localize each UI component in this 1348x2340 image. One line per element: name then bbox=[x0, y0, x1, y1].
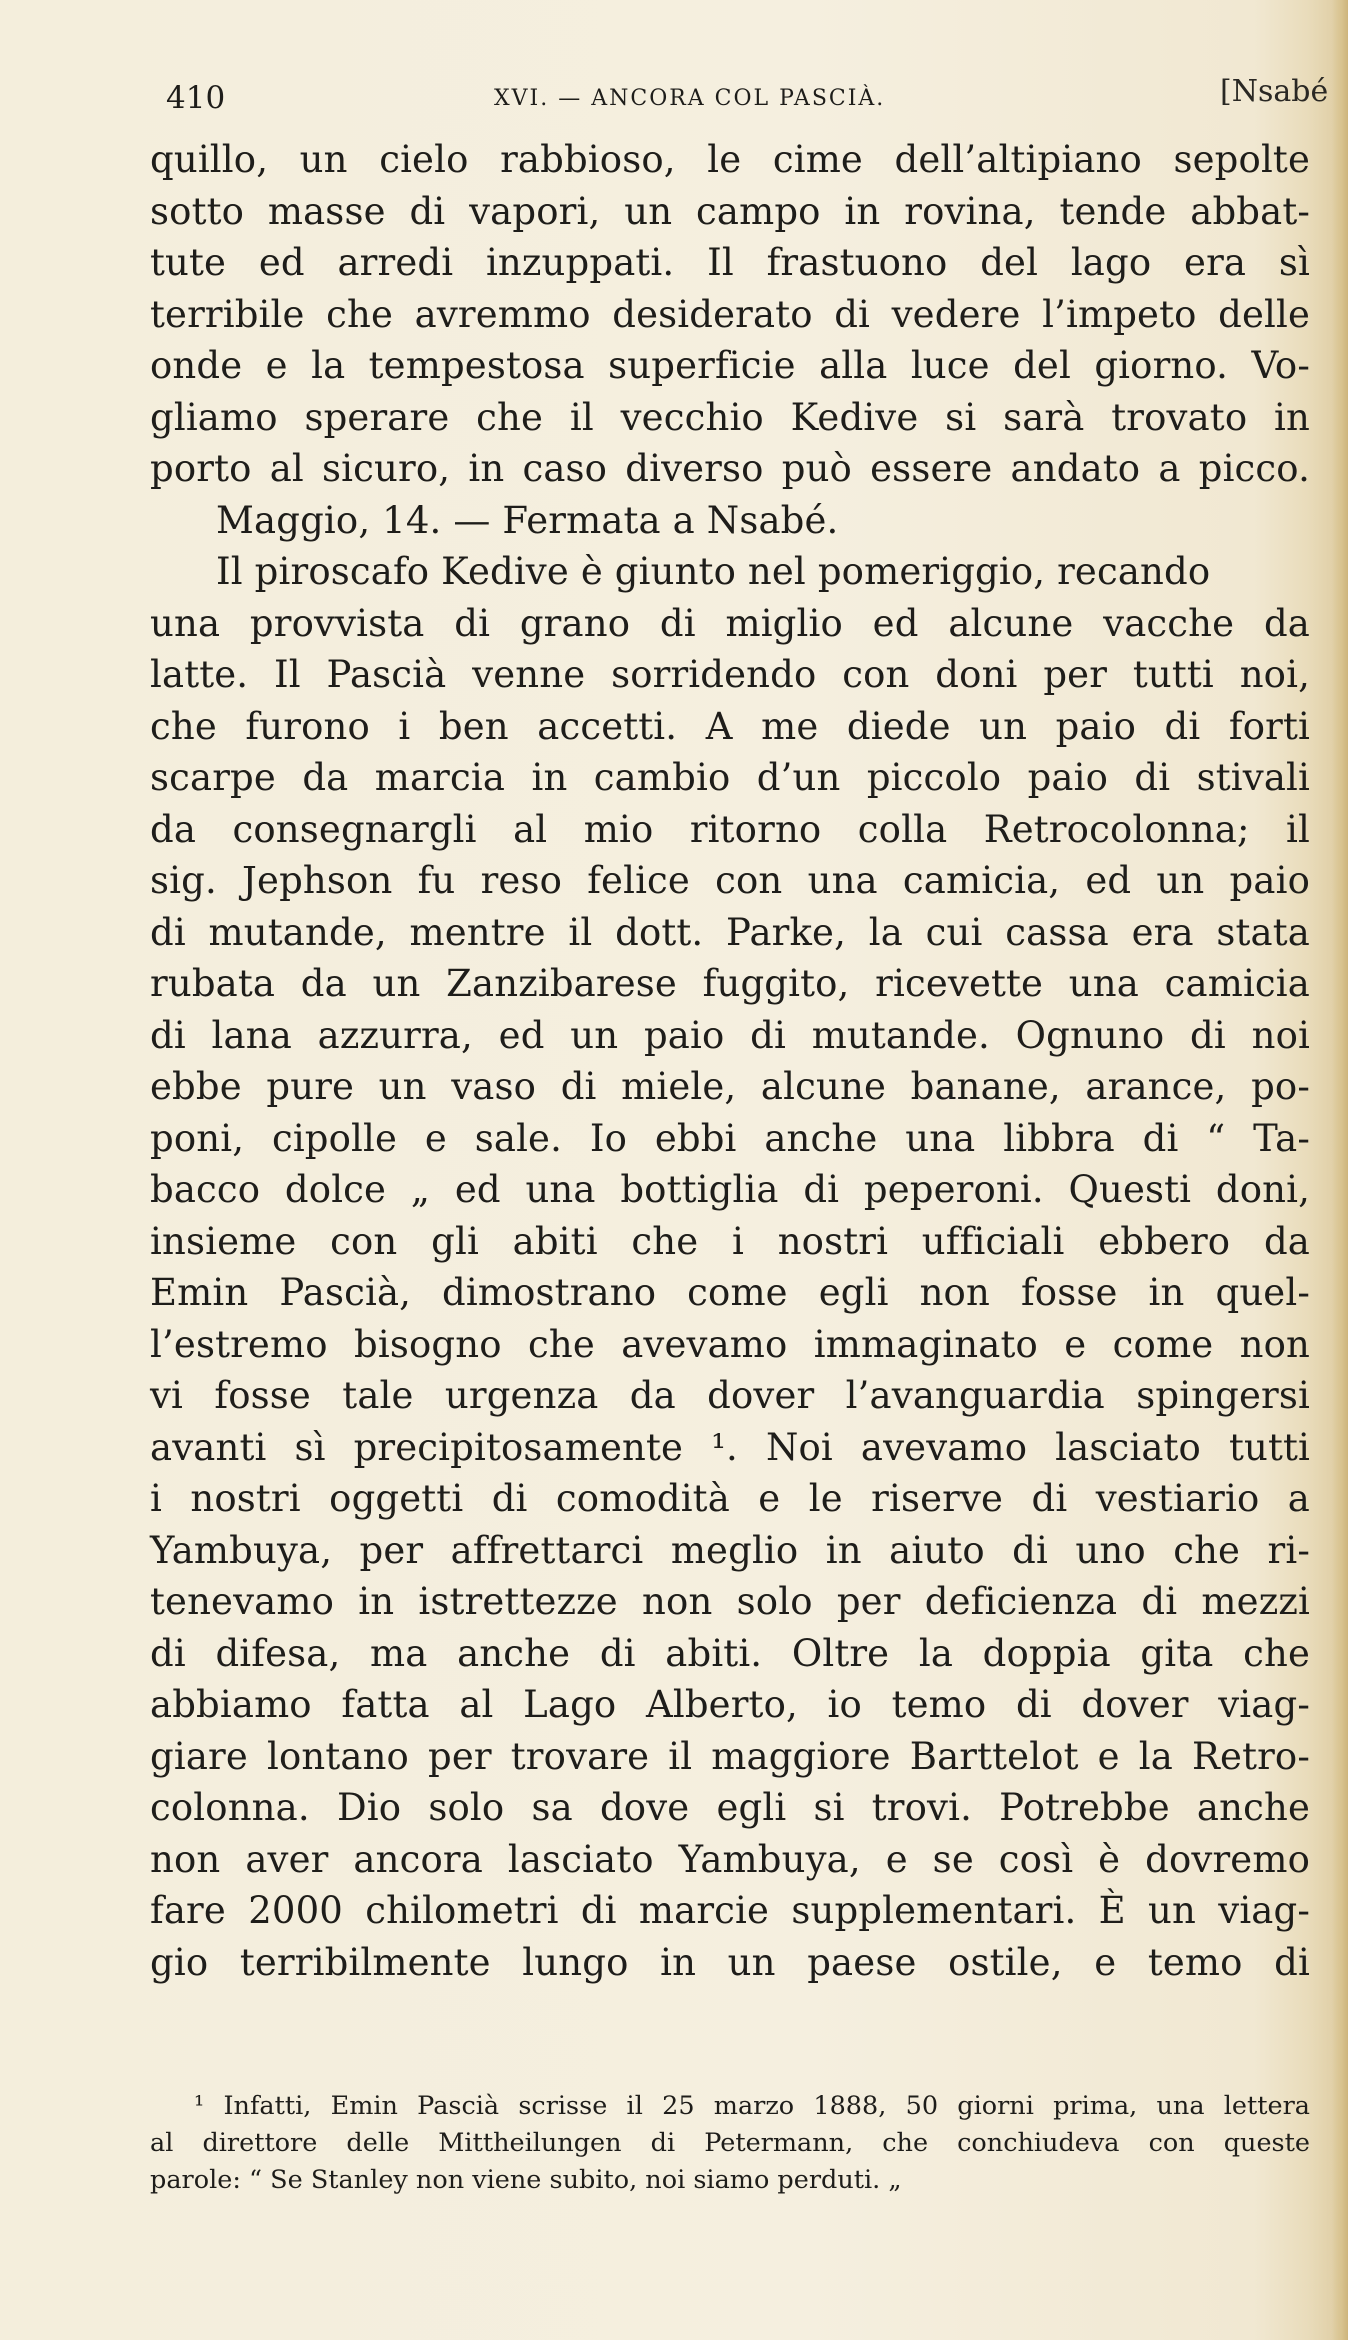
text-line: tute ed arredi inzuppati. Il frastuono del lago era sì bbox=[150, 241, 1310, 284]
text-line: i nostri oggetti di comodità e le riserve di vestiario a bbox=[150, 1477, 1310, 1520]
running-section: [Nsabé bbox=[1220, 74, 1329, 109]
footnote-line: parole: “ Se Stanley non viene subito, noi siamo perduti. „ bbox=[150, 2165, 902, 2195]
text-line: sig. Jephson fu reso felice con una camicia, ed un paio bbox=[150, 859, 1310, 902]
text-line: avanti sì precipitosamente ¹. Noi avevamo lasciato tutti bbox=[150, 1425, 1310, 1469]
running-header bbox=[150, 72, 1330, 116]
text-line: di lana azzurra, ed un paio di mutande. Ognuno di noi bbox=[150, 1013, 1310, 1057]
text-line: porto al sicuro, in caso diverso può essere andato a picco. bbox=[150, 447, 1310, 490]
footnote-line: al direttore delle Mittheilungen di Petermann, che conchiudeva con queste bbox=[150, 2128, 1310, 2158]
text-line: Yambuya, per affrettarci meglio in aiuto di uno che ri- bbox=[150, 1528, 1310, 1572]
running-title: XVI. — ANCORA COL PASCIÀ. bbox=[494, 86, 886, 111]
footnote-line: ¹ Infatti, Emin Pascià scrisse il 25 marzo 1888, 50 giorni prima, una lettera bbox=[194, 2091, 1310, 2121]
text-line: una provvista di grano di miglio ed alcune vacche da bbox=[150, 601, 1310, 645]
text-line: rubata da un Zanzibarese fuggito, ricevette una camicia bbox=[150, 962, 1310, 1005]
text-line: ebbe pure un vaso di miele, alcune banane, arance, po- bbox=[150, 1065, 1310, 1108]
text-line: non aver ancora lasciato Yambuya, e se così è dovremo bbox=[150, 1837, 1310, 1881]
text-line: gio terribilmente lungo in un paese ostile, e temo di bbox=[150, 1940, 1310, 1984]
text-line: poni, cipolle e sale. Io ebbi anche una libbra di “ Ta- bbox=[150, 1116, 1310, 1160]
text-line: da consegnargli al mio ritorno colla Retrocolonna; il bbox=[150, 807, 1310, 851]
text-line: scarpe da marcia in cambio d’un piccolo paio di stivali bbox=[150, 756, 1310, 799]
text-line: tenevamo in istrettezze non solo per deficienza di mezzi bbox=[150, 1580, 1310, 1623]
text-line: di difesa, ma anche di abiti. Oltre la doppia gita che bbox=[150, 1631, 1310, 1675]
text-line: di mutande, mentre il dott. Parke, la cui cassa era stata bbox=[150, 910, 1310, 954]
text-line: sotto masse di vapori, un campo in rovina, tende abbat- bbox=[150, 189, 1310, 233]
text-line: onde e la tempestosa superficie alla luce del giorno. Vo- bbox=[150, 344, 1310, 387]
text-line: Emin Pascià, dimostrano come egli non fosse in quel- bbox=[150, 1271, 1310, 1314]
text-line: fare 2000 chilometri di marcie supplementari. È un viag- bbox=[150, 1889, 1310, 1932]
text-line: Il piroscafo Kedive è giunto nel pomeriggio, recando bbox=[216, 550, 1211, 593]
text-line: che furono i ben accetti. A me diede un paio di forti bbox=[150, 704, 1310, 748]
text-line: vi fosse tale urgenza da dover l’avanguardia spingersi bbox=[150, 1374, 1310, 1417]
text-line: insieme con gli abiti che i nostri ufficiali ebbero da bbox=[150, 1219, 1310, 1263]
text-line: gliamo sperare che il vecchio Kedive si sarà trovato in bbox=[150, 395, 1310, 439]
page-number: 410 bbox=[166, 80, 226, 116]
text-line: giare lontano per trovare il maggiore Barttelot e la Retro- bbox=[150, 1734, 1310, 1778]
body-text bbox=[150, 134, 1310, 1988]
text-line: quillo, un cielo rabbioso, le cime dell’altipiano sepolte bbox=[150, 138, 1310, 181]
text-line: l’estremo bisogno che avevamo immaginato e come non bbox=[150, 1322, 1310, 1366]
text-line: terribile che avremmo desiderato di vedere l’impeto delle bbox=[150, 292, 1310, 336]
footnotes bbox=[150, 2088, 1310, 2199]
text-line: abbiamo fatta al Lago Alberto, io temo di dover viag- bbox=[150, 1683, 1310, 1726]
text-line: latte. Il Pascià venne sorridendo con doni per tutti noi, bbox=[150, 653, 1310, 696]
page-edge bbox=[1332, 0, 1348, 2340]
date-entry-line: Maggio, 14. — Fermata a Nsabé. bbox=[216, 498, 839, 542]
text-line: colonna. Dio solo sa dove egli si trovi. Potrebbe anche bbox=[150, 1786, 1310, 1829]
text-line: bacco dolce „ ed una bottiglia di peperoni. Questi doni, bbox=[150, 1168, 1310, 1211]
